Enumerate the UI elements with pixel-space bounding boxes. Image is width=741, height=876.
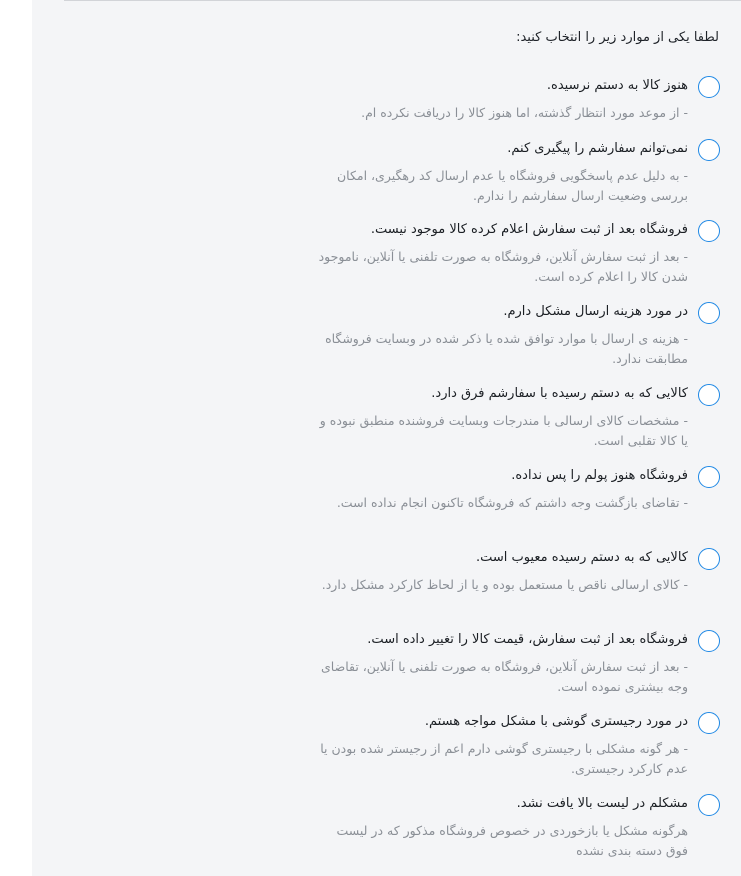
option-radio[interactable]	[698, 220, 720, 242]
option-title[interactable]: کالایی که به دستم رسیده معیوب است.	[475, 550, 688, 565]
option-title[interactable]: نمی‌توانم سفارشم را پیگیری کنم.	[507, 141, 688, 156]
option-description: - کالای ارسالی ناقص یا مستعمل بوده و یا از لحاظ کارکرد مشکل دارد.	[321, 577, 688, 592]
option-description: - بعد از ثبت سفارش آنلاین، فروشگاه به صورت تلفنی یا آنلاین، ناموجود شدن کالا را اعلام کرده است.	[318, 249, 688, 284]
option-title[interactable]: در مورد رجیستری گوشی با مشکل مواجه هستم.	[424, 714, 688, 729]
option-title[interactable]: در مورد هزینه ارسال مشکل دارم.	[503, 304, 688, 319]
top-divider	[64, 0, 741, 1]
option-description: - بعد از ثبت سفارش آنلاین، فروشگاه به صورت تلفنی یا آنلاین، تقاضای وجه بیشتری نموده است.	[320, 659, 688, 694]
option-radio[interactable]	[698, 466, 720, 488]
option-description: - هر گونه مشکلی با رجیستری گوشی دارم اعم از رجیستر شده بودن یا عدم کارکرد رجیستری.	[320, 741, 688, 776]
option-title[interactable]: هنوز کالا به دستم نرسیده.	[546, 78, 688, 93]
option-radio[interactable]	[698, 548, 720, 570]
option-description: - از موعد مورد انتظار گذشته، اما هنوز کالا را دریافت نکرده ام.	[361, 105, 688, 120]
option-radio[interactable]	[698, 794, 720, 816]
option-radio[interactable]	[698, 302, 720, 324]
option-radio[interactable]	[698, 384, 720, 406]
option-title[interactable]: فروشگاه بعد از ثبت سفارش اعلام کرده کالا موجود نیست.	[370, 222, 688, 237]
option-description: - هزینه ی ارسال با موارد توافق شده یا ذکر شده در وبسایت فروشگاه مطابقت ندارد.	[325, 331, 688, 366]
selection-prompt: لطفا یکی از موارد زیر را انتخاب کنید:	[516, 30, 719, 45]
option-radio[interactable]	[698, 76, 720, 98]
option-description: - به دلیل عدم پاسخگویی فروشگاه یا عدم ارسال کد رهگیری، امکان بررسی وضعیت ارسال سفارشم را ندارم.	[336, 168, 688, 203]
option-description: هرگونه مشکل یا بازخوردی در خصوص فروشگاه مذکور که در لیست فوق دسته بندی نشده	[336, 823, 688, 858]
option-title[interactable]: فروشگاه هنوز پولم را پس نداده.	[511, 468, 688, 483]
option-radio[interactable]	[698, 712, 720, 734]
option-radio[interactable]	[698, 630, 720, 652]
option-description: - مشخصات کالای ارسالی با مندرجات وبسایت فروشنده منطبق نبوده و یا کالا تقلبی است.	[319, 413, 688, 448]
option-title[interactable]: فروشگاه بعد از ثبت سفارش، قیمت کالا را تغییر داده است.	[367, 632, 688, 647]
option-description: - تقاضای بازگشت وجه داشتم که فروشگاه تاکنون انجام نداده است.	[336, 495, 688, 510]
option-title[interactable]: مشکلم در لیست بالا یافت نشد.	[516, 796, 688, 811]
option-title[interactable]: کالایی که به دستم رسیده با سفارشم فرق دارد.	[431, 386, 688, 401]
option-radio[interactable]	[698, 139, 720, 161]
